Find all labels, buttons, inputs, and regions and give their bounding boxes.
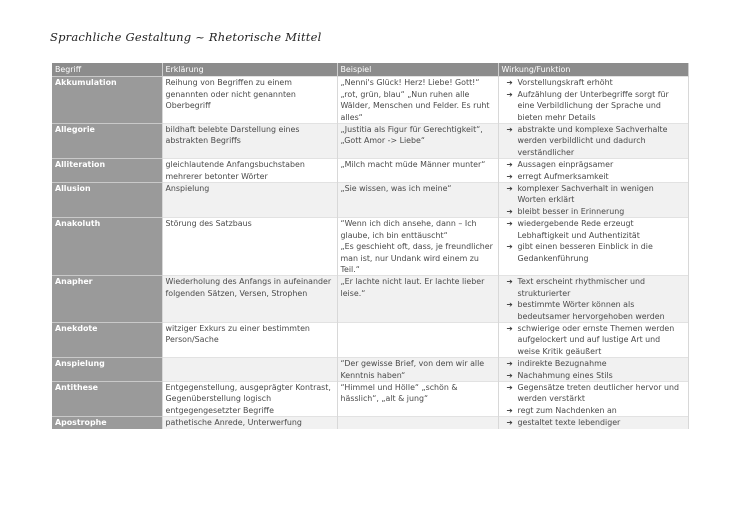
effect-cell <box>498 276 688 323</box>
header-beispiel: Beispiel <box>337 63 498 77</box>
effect-cell <box>498 218 688 276</box>
effect-list <box>502 183 685 217</box>
page-title: Sprachliche Gestaltung ~ Rhetorische Mittel <box>50 30 322 44</box>
table-row <box>52 417 688 429</box>
table-row <box>52 183 688 218</box>
effect-cell <box>498 322 688 357</box>
example-cell <box>337 358 498 382</box>
effect-item: ➔ Vorstellungskraft erhöht <box>502 77 685 88</box>
table-row <box>52 77 688 124</box>
effect-item: ➔ Text erscheint rhythmischer und strukturierter <box>502 276 685 299</box>
term-cell: Akkumulation <box>52 77 162 124</box>
example-text: „Milch macht müde Männer munter“ <box>340 160 486 170</box>
effect-list <box>502 382 685 416</box>
effect-list <box>502 358 685 381</box>
explanation-cell: gleichlautende Anfangsbuchstaben mehrerer betonter Wörter <box>162 159 337 183</box>
effect-item: ➔ komplexer Sachverhalt in wenigen Worten erklärt <box>502 183 685 206</box>
explanation-cell <box>162 358 337 382</box>
effect-cell <box>498 183 688 218</box>
effect-item: ➔ abstrakte und komplexe Sachverhalte werden verbildlicht und dadurch verständlicher <box>502 124 685 158</box>
term-cell: Allegorie <box>52 124 162 159</box>
table-row <box>52 218 688 276</box>
effect-item: ➔ regt zum Nachdenken an <box>502 405 685 416</box>
effect-cell <box>498 381 688 416</box>
effect-item: ➔ Nachahmung eines Stils <box>502 370 685 381</box>
term-cell: Antithese <box>52 381 162 416</box>
term-cell: Anspielung <box>52 358 162 382</box>
explanation-cell: Entgegenstellung, ausgeprägter Kontrast, Gegenüberstellung logisch entgegengesetzter Begriffe <box>162 381 337 416</box>
effect-item: ➔ Aufzählung der Unterbegriffe sorgt für eine Verbildlichung der Sprache und bieten mehr Details <box>502 89 685 123</box>
example-cell <box>337 124 498 159</box>
effect-cell <box>498 358 688 382</box>
effect-item: ➔ erregt Aufmerksamkeit <box>502 171 685 182</box>
table-header-row <box>52 63 688 77</box>
effect-item: ➔ bestimmte Wörter können als bedeutsamer hervorgehoben werden <box>502 299 685 322</box>
term-cell: Apostrophe <box>52 417 162 429</box>
example-cell <box>337 381 498 416</box>
rhetoric-table <box>52 63 689 429</box>
example-cell <box>337 322 498 357</box>
effect-list <box>502 124 685 158</box>
effect-item: ➔ gibt einen besseren Einblick in die Gedankenführung <box>502 241 685 264</box>
example-cell <box>337 77 498 124</box>
table-row <box>52 358 688 382</box>
explanation-cell: Anspielung <box>162 183 337 218</box>
example-text: „Es geschieht oft, dass, je freundlicher man ist, nur Undank wird einem zu Teil.“ <box>340 242 493 274</box>
table-body <box>52 77 688 429</box>
term-cell: Anakoluth <box>52 218 162 276</box>
example-text: “Himmel und Hölle“ „schön & hässlich“, „alt & jung“ <box>340 382 458 404</box>
effect-cell <box>498 124 688 159</box>
example-text: „Justitia als Figur für Gerechtigkeit“, „Gott Amor -> Liebe“ <box>340 125 483 146</box>
table-row <box>52 124 688 159</box>
explanation-cell: Reihung von Begriffen zu einem genannten oder nicht genannten Oberbegriff <box>162 77 337 124</box>
effect-list <box>502 323 685 357</box>
explanation-cell: Wiederholung des Anfangs in aufeinander folgenden Sätzen, Versen, Strophen <box>162 276 337 323</box>
term-cell: Anekdote <box>52 322 162 357</box>
effect-item: ➔ gestaltet texte lebendiger <box>502 417 685 428</box>
example-cell <box>337 218 498 276</box>
effect-list <box>502 77 685 123</box>
effect-cell <box>498 417 688 429</box>
header-wirkung: Wirkung/Funktion <box>498 63 688 77</box>
explanation-cell: Störung des Satzbaus <box>162 218 337 276</box>
effect-list <box>502 417 685 428</box>
explanation-cell: pathetische Anrede, Unterwerfung <box>162 417 337 429</box>
table-row <box>52 322 688 357</box>
term-cell: Anapher <box>52 276 162 323</box>
effect-item: ➔ bleibt besser in Erinnerung <box>502 206 685 217</box>
example-text: „Sie wissen, was ich meine“ <box>340 184 452 194</box>
example-cell <box>337 183 498 218</box>
example-text: „Nenni's Glück! Herz! Liebe! Gott!“ <box>340 78 480 88</box>
effect-item: ➔ Gegensätze treten deutlicher hervor und werden verstärkt <box>502 382 685 405</box>
explanation-cell: witziger Exkurs zu einer bestimmten Person/Sache <box>162 322 337 357</box>
header-begriff: Begriff <box>52 63 162 77</box>
effect-list <box>502 218 685 264</box>
effect-item: ➔ Aussagen einprägsamer <box>502 159 685 170</box>
table-row <box>52 381 688 416</box>
effect-item: ➔ wiedergebende Rede erzeugt Lebhaftigkeit und Authentizität <box>502 218 685 241</box>
effect-cell <box>498 159 688 183</box>
example-cell <box>337 159 498 183</box>
effect-list <box>502 276 685 322</box>
effect-list <box>502 159 685 182</box>
example-text: „Er lachte nicht laut. Er lachte lieber leise.“ <box>340 277 485 298</box>
effect-item: ➔ schwierige oder ernste Themen werden aufgelockert und auf lustige Art und weise Kritik geäußert <box>502 323 685 357</box>
explanation-cell: bildhaft belebte Darstellung eines abstrakten Begriffs <box>162 124 337 159</box>
table-row <box>52 276 688 323</box>
example-text: „rot, grün, blau“ „Nun ruhen alle Wälder, Menschen und Felder. Es ruht alles“ <box>340 89 490 122</box>
term-cell: Allusion <box>52 183 162 218</box>
header-erklaerung: Erklärung <box>162 63 337 77</box>
example-text: “Wenn ich dich ansehe, dann – Ich glaube, ich bin enttäuscht“ <box>340 219 477 240</box>
effect-item: ➔ indirekte Bezugnahme <box>502 358 685 369</box>
example-cell <box>337 417 498 429</box>
example-cell <box>337 276 498 323</box>
example-text: “Der gewisse Brief, von dem wir alle Kenntnis haben“ <box>340 359 485 380</box>
effect-cell <box>498 77 688 124</box>
term-cell: Alliteration <box>52 159 162 183</box>
table-row <box>52 159 688 183</box>
